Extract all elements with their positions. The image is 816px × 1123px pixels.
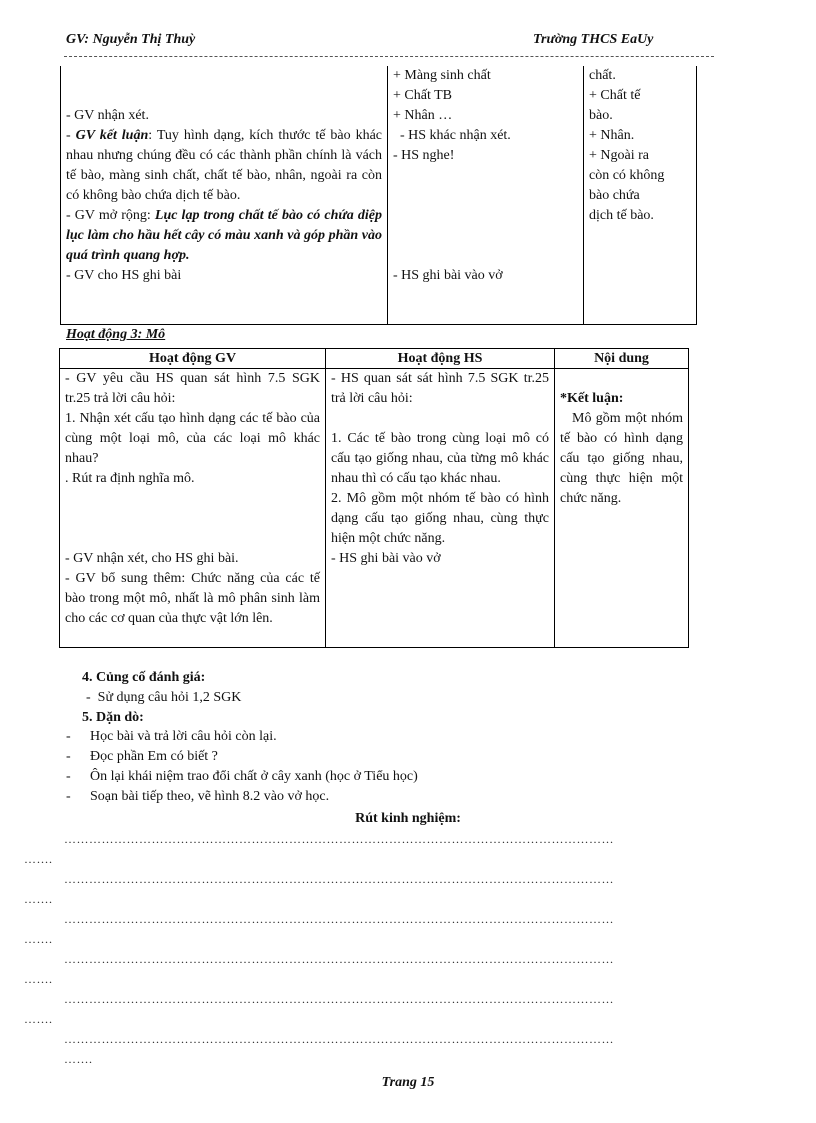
gv-cell — [61, 66, 388, 325]
blank-line: …………………………………………………………………………………………………………………… — [64, 1032, 614, 1046]
section4-item: - Sử dụng câu hỏi 1,2 SGK — [86, 690, 242, 705]
activity2-table-continued — [60, 66, 697, 325]
gv-conclusion-label: GV kết luận — [75, 128, 149, 143]
gv-para: - GV yêu cầu HS quan sát hình 7.5 SGK tr.25 trả lời câu hỏi: — [65, 371, 320, 406]
gv-note: - GV cho HS ghi bài — [66, 268, 182, 283]
gv-comment: - GV nhận xét. — [66, 108, 149, 123]
hs-line: - HS khác nhận xét. — [393, 128, 511, 143]
content-line: bào. — [589, 108, 613, 123]
gv-para: . Rút ra định nghĩa mô. — [65, 471, 195, 486]
gv-expand — [66, 206, 382, 266]
gv-expand-text: Lục lạp trong chất tế bào có chứa diệp lục làm cho hầu hết cây có màu xanh và góp phần vào quá trình quang hợp. — [66, 208, 383, 263]
content-line: + Nhân. — [589, 128, 635, 143]
blank-line-end: ……. — [64, 1052, 93, 1066]
hs-line: - HS ghi bài vào vở — [393, 268, 503, 283]
hs-cell — [326, 369, 555, 648]
conclusion-text: Mô gồm một nhóm tế bào có hình dạng cấu tạo giống nhau, cùng thực hiện một chức năng. — [560, 411, 683, 506]
activity3-title: Hoạt động 3: Mô — [66, 327, 166, 342]
blank-line-end: ……. — [24, 932, 53, 946]
table-header-row — [60, 349, 689, 369]
section5-title: 5. Dặn dò: — [82, 710, 144, 725]
hs-cell — [388, 66, 584, 325]
gv-conclusion-text: : Tuy hình dạng, kích thước tế bào khác nhau nhưng chúng đều có các thành phần chính là vách tế bào, màng sinh chất, chất tế bào, nhân, ngoài ra còn có không bào chứa dịch tế bào. — [66, 128, 382, 203]
blank-line: …………………………………………………………………………………………………………………… — [64, 912, 614, 926]
content-line: + Chất tế — [589, 88, 641, 103]
activity3-table — [59, 348, 689, 648]
hs-line: + Màng sinh chất — [393, 68, 491, 83]
content-line: bào chứa — [589, 188, 640, 203]
table-row — [61, 66, 697, 325]
header-divider — [64, 56, 714, 57]
list-item: - Đọc phần Em có biết ? — [66, 749, 218, 764]
teacher-name: GV: Nguyễn Thị Thuỳ — [66, 32, 196, 47]
header-gv: Hoạt động GV — [60, 349, 326, 369]
content-line: + Ngoài ra — [589, 148, 649, 163]
hs-para: 1. Các tế bào trong cùng loại mô có cấu tạo giống nhau, của từng mô khác nhau thì có cấu tạo khác nhau. — [331, 431, 549, 486]
hs-line: + Chất TB — [393, 88, 452, 103]
school-name: Trường THCS EaUy — [533, 32, 654, 47]
blank-line: …………………………………………………………………………………………………………………… — [64, 872, 614, 886]
hs-para: - HS quan sát sát hình 7.5 SGK tr.25 trả lời câu hỏi: — [331, 371, 549, 406]
content-line: dịch tế bào. — [589, 208, 654, 223]
hs-para: 2. Mô gồm một nhóm tế bào có hình dạng cấu tạo giống nhau, cùng thực hiện một chức năng. — [331, 491, 549, 546]
content-line: còn có không — [589, 168, 665, 183]
blank-line-end: ……. — [24, 972, 53, 986]
gv-para: 1. Nhận xét cấu tạo hình dạng các tế bào của cùng một loại mô, của các loại mô khác nhau? — [65, 411, 320, 466]
hs-line: - HS nghe! — [393, 148, 455, 163]
content-cell — [584, 66, 697, 325]
experience-title: Rút kinh nghiệm: — [355, 811, 461, 826]
blank-line-end: ……. — [24, 1012, 53, 1026]
blank-line: …………………………………………………………………………………………………………………… — [64, 952, 614, 966]
blank-line-end: ……. — [24, 892, 53, 906]
blank-line-end: ……. — [24, 852, 53, 866]
gv-para: - GV nhận xét, cho HS ghi bài. — [65, 551, 239, 566]
list-item: - Ôn lại khái niệm trao đổi chất ở cây xanh (học ở Tiểu học) — [66, 769, 418, 784]
gv-para: - GV bổ sung thêm: Chức năng của các tế bào trong một mô, nhất là mô phân sinh làm cho các cơ quan của thực vật lớn lên. — [65, 571, 320, 626]
table-row — [60, 369, 689, 648]
list-item: - Soạn bài tiếp theo, vẽ hình 8.2 vào vở học. — [66, 789, 330, 804]
gv-expand-label: - GV mở rộng: — [66, 208, 155, 223]
content-line: chất. — [589, 68, 616, 83]
page-number: Trang 15 — [381, 1075, 435, 1090]
conclusion-label: *Kết luận: — [560, 391, 624, 406]
blank-line: …………………………………………………………………………………………………………………… — [64, 832, 614, 846]
hs-para: - HS ghi bài vào vở — [331, 551, 441, 566]
header-content: Nội dung — [555, 349, 689, 369]
blank-line: …………………………………………………………………………………………………………………… — [64, 992, 614, 1006]
header-hs: Hoạt động HS — [326, 349, 555, 369]
list-item: - Học bài và trả lời câu hỏi còn lại. — [66, 729, 277, 744]
content-cell — [555, 369, 689, 648]
hs-line: + Nhân … — [393, 108, 453, 123]
gv-conclusion: - GV kết luận: Tuy hình dạng, kích thước tế bào khác nhau nhưng chúng đều có các thành phần chính là vách tế bào, màng sinh chất, chất tế bào, nhân, ngoài ra còn có không bào chứa dịch tế bào. — [66, 128, 382, 203]
gv-cell — [60, 369, 326, 648]
section4-title: 4. Củng cố đánh giá: — [82, 670, 206, 685]
